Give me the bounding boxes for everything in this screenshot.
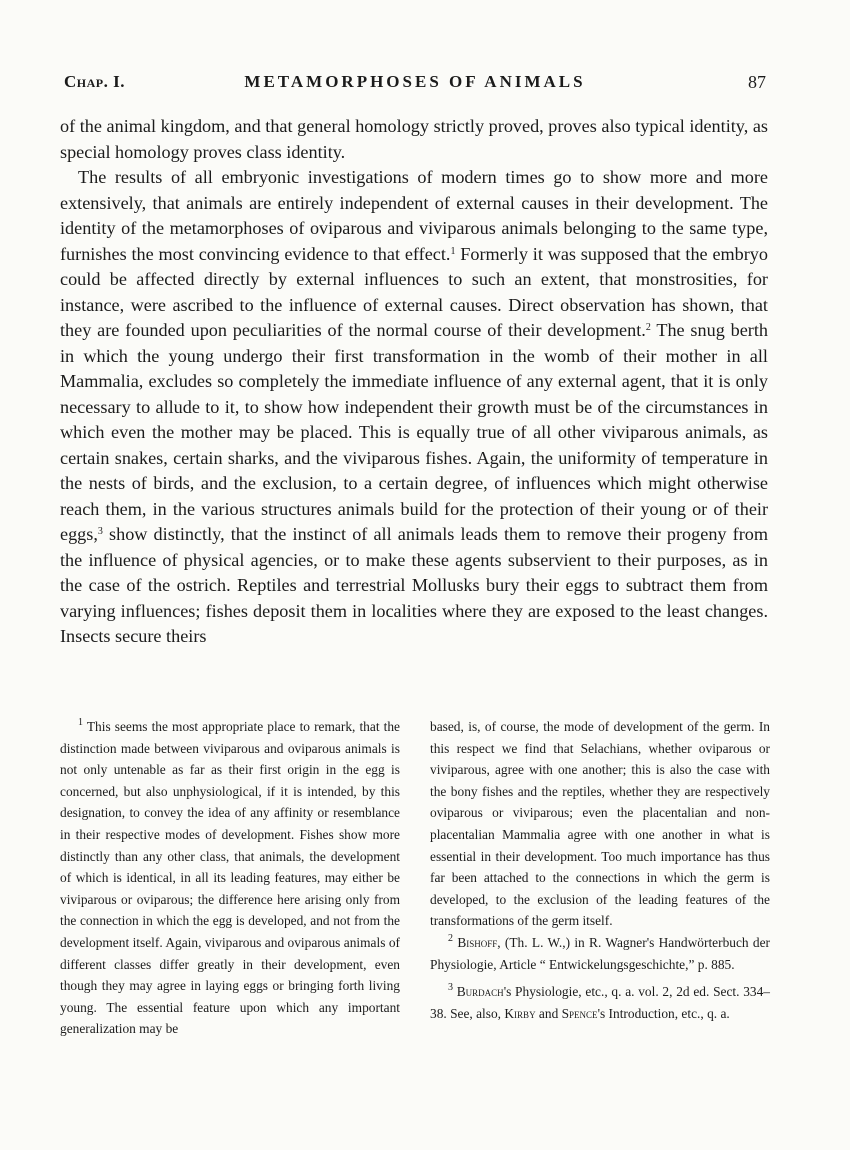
paragraph-2-part-d: show distinctly, that the instinct of all animals leads them to remove their progeny from the influence of physical agencies, or to make these agents subservient to their purposes, as in the case of the ostrich. Reptiles and terrestrial Mollusks bury their eggs to subtract them from varying influences; fishes deposit them in localities where they are exposed to the least changes. Insects secure theirs [60,524,768,646]
paragraph-2-part-c: The snug berth in which the young undergo their first transformation in the womb of their mother in all Mammalia, excludes so completely the immediate influence of any external agent, that it is only necessary to allude to it, to show how independent their growth must be of the circumstances in which even the mother may be placed. This is equally true of all other viviparous animals, as certain snakes, certain sharks, and the viviparous fishes. Again, the uniformity of temperature in the nests of birds, and the exclusion, to a certain degree, of influences which might otherwise reach them, in the various structures animals build for the protection of their young or of their eggs, [60,320,768,544]
footnote-3-text-a: 's Physiologie, etc., q. a. vol. 2, 2d ed. Sect. 334–38. See, also, [430,984,770,1021]
footnote-1 [60,716,400,1040]
footnote-ref-1: 1 [450,245,456,257]
footnote-ref-3: 3 [97,526,103,537]
footnote-1-continued: based, is, of course, the mode of development of the germ. In this respect we find that Selachians, whether oviparous or viviparous, agree with one another; this is also the case with the bony fishes and the reptiles, whether they are respectively oviparous or viviparous; even the placentalian and non-placentalian Mammalia agree with one another in what is essential in their development. Too much importance has thus far been attached to the connections in which the germ is developed, to the exclusion of the leading features of the transformations of the germ itself. [430,719,770,929]
footnote-1-text-left: This seems the most appropriate place to remark, that the distinction made between viviparous and oviparous animals is not only untenable as far as their first origin in the egg is concerned, but also unphysiological, if it is intended, by this designation, to convey the idea of any affinity or resemblance in their respective modes of development. Fishes show more distinctly than any other class, that animals, the development of which is identical, in all its leading features, may either be viviparous or oviparous; the difference here arising only from the connection in which the egg is developed, and not from the development itself. Again, viviparous and oviparous animals of different classes differ greatly in their development, even though they may agree in laying eggs or bringing forth living young. The essential feature upon which any important generalization may be [60,719,400,1037]
footnote-3-text-b: and [535,1005,562,1021]
footnote-2 [430,932,770,975]
chapter-label: Chap. I. [64,72,125,91]
footnote-3-author: Burdach [456,984,504,1000]
paragraph-2-part-b: Formerly it was supposed that the embryo could be affected directly by external influences to such an extent, that monstrosities, for instance, were ascribed to the influence of external causes. Direct observation has shown, that they are founded upon peculiarities of the normal course of their development. [60,243,768,340]
footnote-3-text-c: 's Introduction, etc., q. a. [597,1005,730,1021]
paragraph-2 [60,165,768,650]
page-number: 87 [748,72,766,92]
footnote-2-text: , (Th. L. W.,) in R. Wagner's Handwörterbuch der Physiologie, Article “ Entwickelungsgeschichte,” p. 885. [430,934,770,972]
footnotes [60,716,770,1040]
running-title: METAMORPHOSES OF ANIMALS [244,72,586,91]
footnote-ref-2: 2 [645,322,651,333]
running-header [64,72,766,98]
footnote-3-author-3: Spence [561,1005,598,1021]
footnote-2-marker: 2 [448,932,453,944]
footnote-3-marker: 3 [448,982,453,994]
footnote-column-right [430,716,770,1040]
footnote-3-author-2: Kirby [504,1005,536,1021]
paragraph-2-part-a: The results of all embryonic investigations of modern times go to show more and more extensively, that animals are entirely independent of external causes in their development. The identity of the metamorphoses of oviparous and viviparous animals belonging to the same type, furnishes the most convincing evidence to that effect. [60,167,768,264]
main-text [60,114,768,650]
footnote-3 [430,981,770,1024]
footnote-1-marker: 1 [78,717,83,728]
footnote-column-left [60,716,400,1040]
paragraph-1: of the animal kingdom, and that general homology strictly proved, proves also typical identity, as special homology proves class identity. [60,116,768,162]
footnote-2-author: Bishoff [457,934,498,950]
